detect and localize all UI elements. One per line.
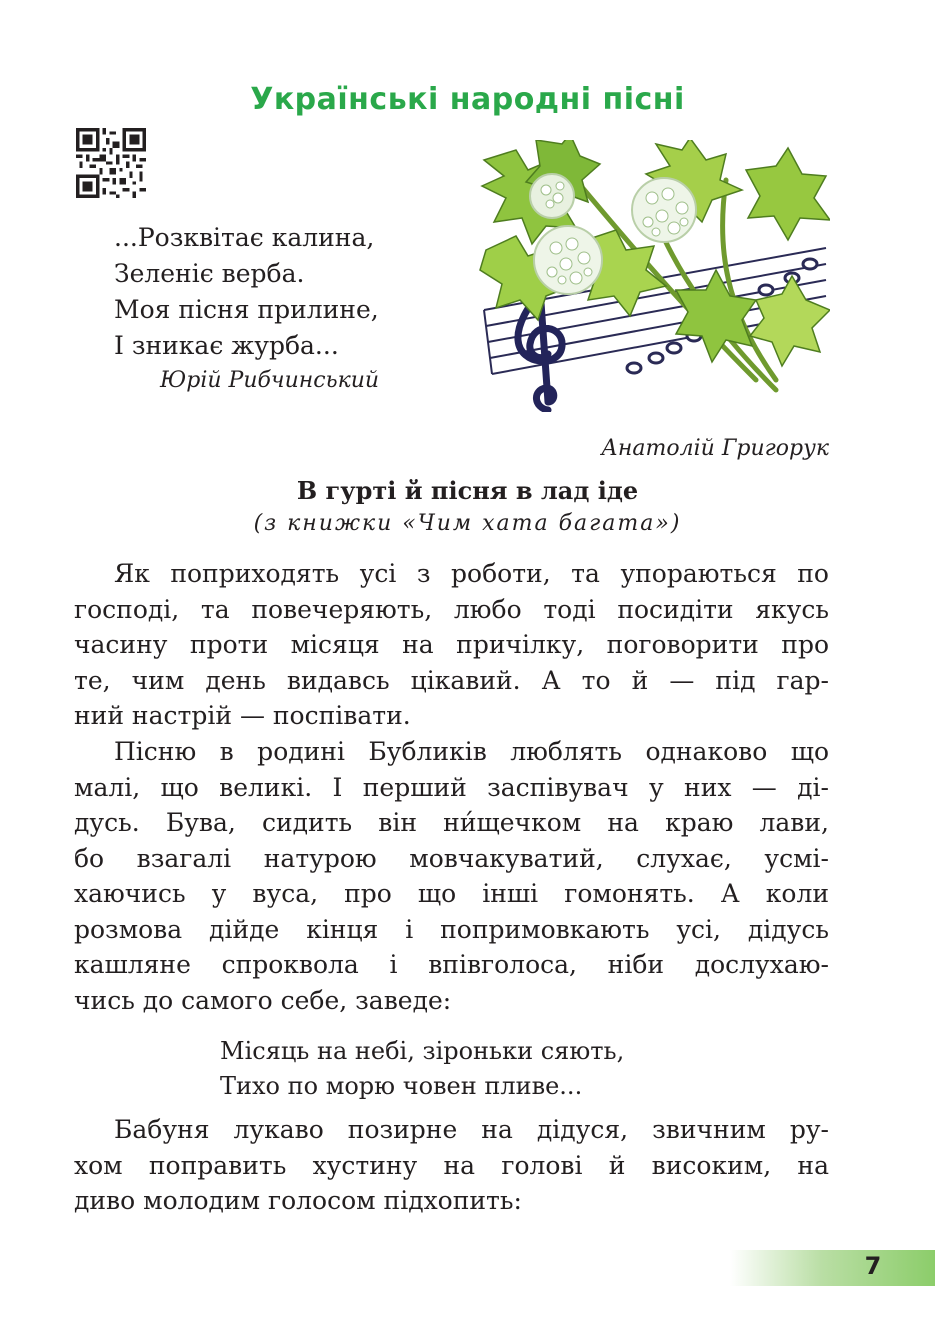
text-line: господі, та повечеряють, любо тоді посидіти якусь	[74, 594, 829, 624]
page-number-tab	[730, 1250, 935, 1286]
text-line: те, чим день видавсь цікавий. А то й — під гар-	[74, 665, 829, 695]
text-line: хом поправить хустину на голові й високим, на	[74, 1150, 829, 1180]
poem-author: Юрій Рибчинський	[160, 368, 380, 393]
text-line: Як поприходять усі з роботи, та упораються по	[114, 559, 829, 588]
poem-line: Моя пісня прилине,	[114, 295, 379, 324]
song-line: Місяць на небі, зіроньки сяють,	[220, 1037, 625, 1065]
text-line: дусь. Бува, сидить він ни́щечком на краю лави,	[74, 808, 829, 837]
text-line: чись до самого себе, заведе:	[74, 985, 452, 1015]
text-line: хаючись у вуса, про що інші гомонять. А коли	[74, 879, 829, 908]
poem-line: Зеленіє верба.	[114, 259, 305, 288]
text-line: розмова дійде кінця і попримовкають усі, дідусь	[74, 914, 829, 944]
text-line: ний настрій — поспівати.	[74, 701, 411, 730]
text-line: Пісню в родині Бубликів люблять однаково що	[114, 737, 829, 766]
poem-epigraph	[114, 220, 379, 364]
story-title: В гурті й пісня в лад іде	[296, 476, 639, 505]
poem-line: І зникає журба...	[114, 331, 339, 360]
page-number: 7	[864, 1252, 882, 1280]
text-line: Бабуня лукаво позирне на дідуся, звичним ру-	[114, 1115, 829, 1144]
text-line: часину проти місяця на причілку, поговорити про	[74, 630, 829, 659]
poem-line: ...Розквітає калина,	[114, 223, 375, 252]
section-title: Українські народні пісні	[250, 82, 685, 117]
text-line: малі, що великі. І перший заспівувач у них — ді-	[74, 772, 829, 802]
paragraph-3	[74, 1112, 829, 1219]
story-source: (з книжки «Чим хата багата»)	[253, 511, 682, 536]
paragraph-1	[74, 556, 829, 734]
qr-code-icon[interactable]	[76, 128, 146, 198]
song-line: Тихо по морю човен пливе...	[220, 1072, 583, 1100]
text-line: бо взагалі натурою мовчакуватий, слухає, усмі-	[74, 843, 829, 873]
illustration-credit: Анатолій Григорук	[601, 436, 829, 461]
text-line: диво молодим голосом підхопить:	[74, 1186, 522, 1215]
viburnum-music-illustration	[476, 140, 830, 412]
text-line: кашляне спроквола і впівголоса, ніби дослухаю-	[74, 950, 829, 979]
song-quote	[220, 1034, 624, 1104]
paragraph-2	[74, 734, 829, 1018]
